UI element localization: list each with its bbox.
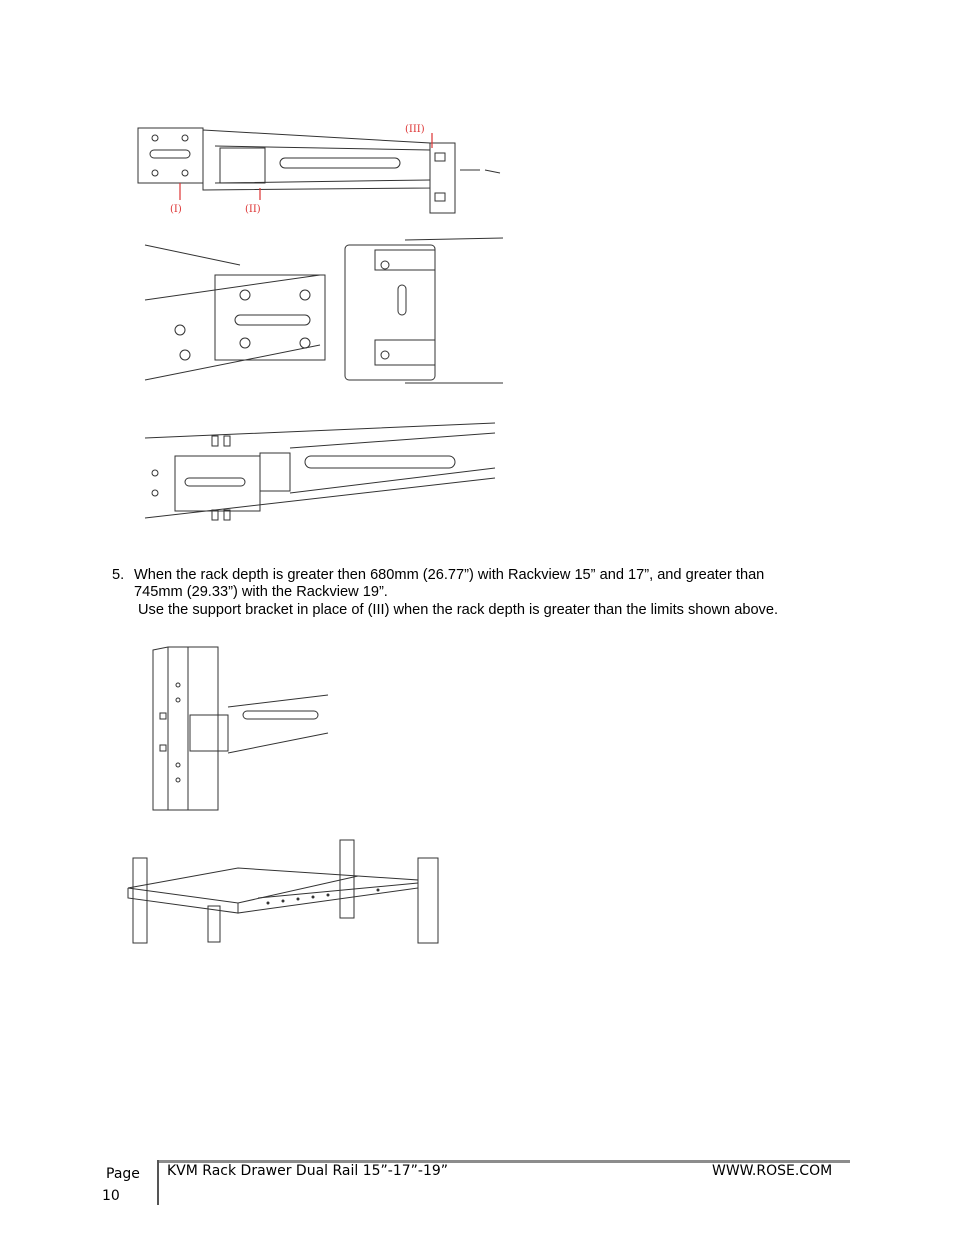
rail-label-iii: (III)	[405, 124, 425, 135]
page-label: Page	[106, 1166, 140, 1182]
step-number: 5.	[112, 567, 125, 583]
footer-title: KVM Rack Drawer Dual Rail 15”-17”-19”	[167, 1163, 449, 1179]
footer-divider	[157, 1160, 159, 1205]
rail-assembly-diagram	[130, 118, 510, 223]
rail-extended-diagram	[140, 418, 500, 526]
footer-page	[104, 1163, 140, 1207]
page-number: 10	[102, 1188, 120, 1204]
instruction-line-2: 745mm (29.33”) with the Rackview 19”.	[134, 584, 388, 600]
bracket-closeup-diagram	[140, 235, 505, 390]
rail-label-i: (I)	[170, 204, 182, 215]
support-bracket-diagram	[148, 645, 333, 815]
instruction-line-1: When the rack depth is greater then 680mm (26.77”) with Rackview 15” and 17”, and greater than	[134, 567, 765, 583]
rack-drawer-installed-diagram	[118, 838, 448, 948]
instruction-line-3: Use the support bracket in place of (III) when the rack depth is greater than the limits shown above.	[138, 602, 779, 618]
rail-label-ii: (II)	[245, 204, 261, 215]
footer-url: WWW.ROSE.COM	[712, 1163, 833, 1179]
